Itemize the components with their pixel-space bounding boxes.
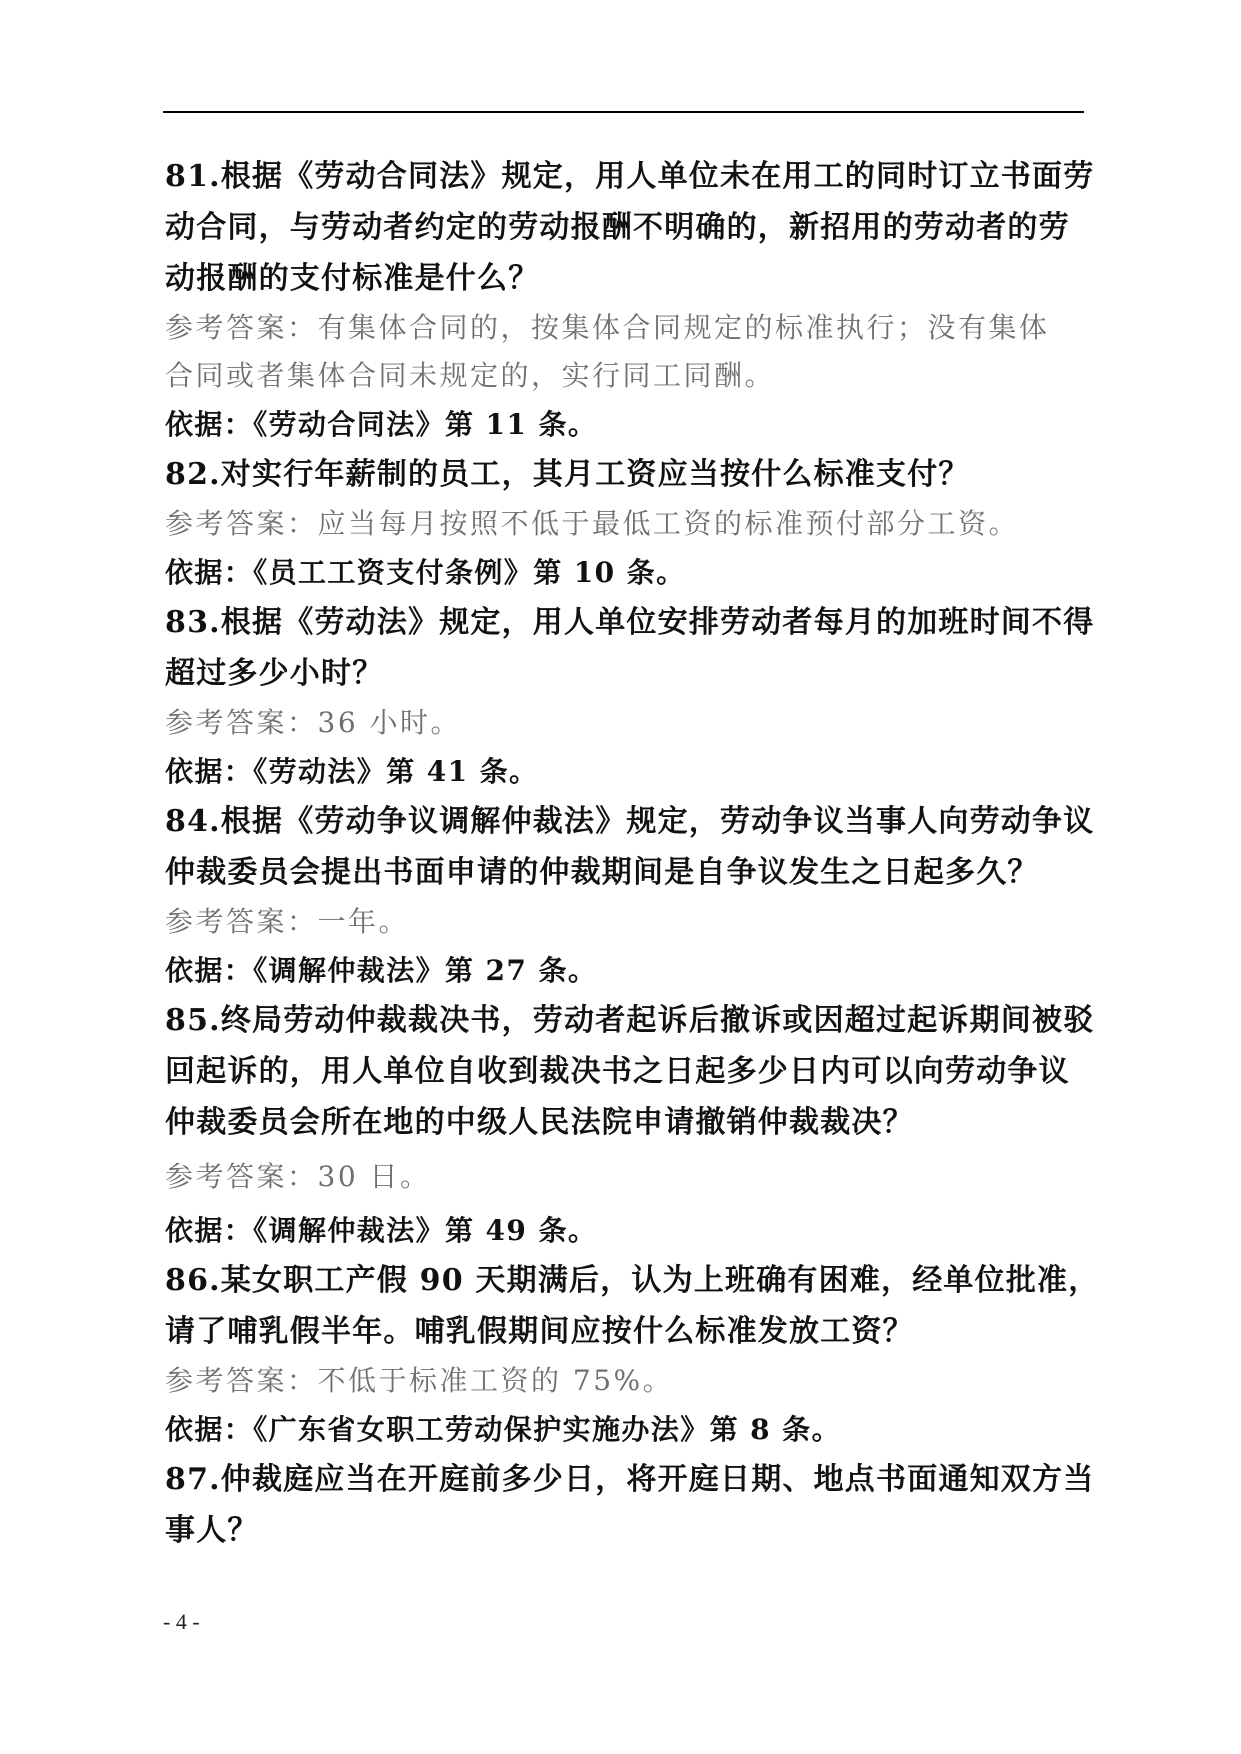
q85-basis: 依据：《调解仲裁法》第 49 条。 [165, 1214, 598, 1247]
q84-basis: 依据：《调解仲裁法》第 27 条。 [165, 954, 598, 987]
q84-answer: 参考答案：一年。 [165, 905, 410, 938]
q82-basis: 依据：《员工工资支付条例》第 10 条。 [165, 556, 686, 589]
q83-line-2: 超过多少小时？ [165, 656, 384, 691]
q82-line-1: 82.对实行年薪制的员工，其月工资应当按什么标准支付？ [165, 457, 970, 492]
q82-answer: 参考答案：应当每月按照不低于最低工资的标准预付部分工资。 [165, 507, 1020, 540]
header-rule [163, 111, 1084, 113]
q83-basis: 依据：《劳动法》第 41 条。 [165, 755, 539, 788]
q83-answer: 参考答案：36 小时。 [165, 706, 462, 739]
q85-line-2: 回起诉的，用人单位自收到裁决书之日起多少日内可以向劳动争议 [165, 1054, 1070, 1089]
q84-line-1: 84.根据《劳动争议调解仲裁法》规定，劳动争议当事人向劳动争议 [165, 804, 1095, 839]
q87-line-2: 事人？ [165, 1513, 259, 1548]
q85-line-3: 仲裁委员会所在地的中级人民法院申请撤销仲裁裁决？ [165, 1105, 914, 1140]
page-number: - 4 - [163, 1609, 200, 1634]
q86-basis: 依据：《广东省女职工劳动保护实施办法》第 8 条。 [165, 1413, 841, 1446]
q86-line-1: 86.某女职工产假 90 天期满后，认为上班确有困难，经单位批准， [165, 1263, 1100, 1298]
q86-answer: 参考答案：不低于标准工资的 75%。 [165, 1364, 674, 1397]
document-body [165, 151, 1100, 1556]
q81-answer-line-2: 合同或者集体合同未规定的，实行同工同酬。 [165, 359, 776, 392]
q84-line-2: 仲裁委员会提出书面申请的仲裁期间是自争议发生之日起多久？ [165, 855, 1039, 890]
q81-basis: 依据：《劳动合同法》第 11 条。 [165, 408, 598, 441]
q81-line-3: 动报酬的支付标准是什么？ [165, 261, 540, 296]
q85-line-1: 85.终局劳动仲裁裁决书，劳动者起诉后撤诉或因超过起诉期间被驳 [165, 1003, 1095, 1038]
q81-line-2: 动合同，与劳动者约定的劳动报酬不明确的，新招用的劳动者的劳 [165, 210, 1070, 245]
q85-answer: 参考答案：30 日。 [165, 1160, 431, 1193]
q87-line-1: 87.仲裁庭应当在开庭前多少日，将开庭日期、地点书面通知双方当 [165, 1462, 1095, 1497]
q86-line-2: 请了哺乳假半年。哺乳假期间应按什么标准发放工资？ [165, 1314, 914, 1349]
q81-line-1: 81.根据《劳动合同法》规定，用人单位未在用工的同时订立书面劳 [165, 159, 1095, 194]
q83-line-1: 83.根据《劳动法》规定，用人单位安排劳动者每月的加班时间不得 [165, 605, 1095, 640]
q81-answer-line-1: 参考答案：有集体合同的，按集体合同规定的标准执行；没有集体 [165, 311, 1050, 344]
